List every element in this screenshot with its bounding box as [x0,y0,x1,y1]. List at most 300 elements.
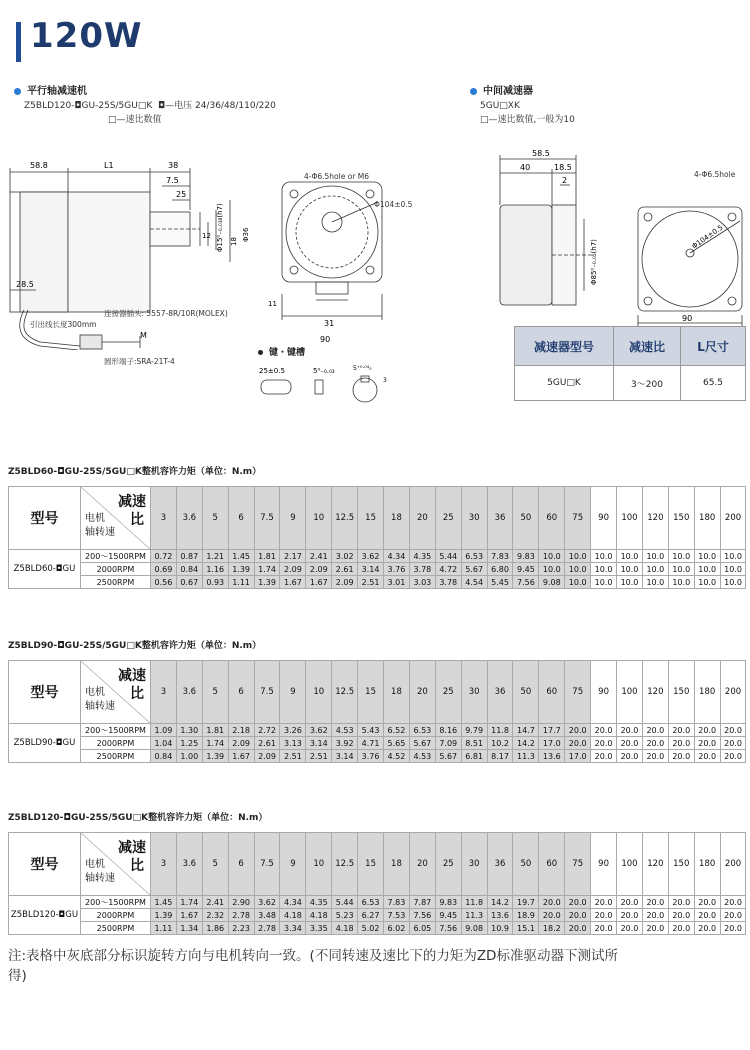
ratio-header-cell: 5 [202,833,228,896]
torque-cell: 3.78 [409,563,435,576]
dim-2: 2 [562,176,568,185]
torque-cell: 7.09 [435,737,461,750]
parallel-heading: 平行轴减速机 [27,86,87,97]
ratio-header-cell: 60 [539,833,565,896]
ratio-label: 比 [130,858,144,874]
torque-cell: 4.34 [384,550,410,563]
torque-cell: 13.6 [487,909,513,922]
torque-cell: 10.0 [642,563,668,576]
ratio-header-cell: 120 [642,833,668,896]
torque-cell: 20.0 [617,750,643,763]
torque-cell: 4.18 [306,909,332,922]
ratio-header-cell: 150 [668,487,694,550]
torque-cell: 8.51 [461,737,487,750]
torque-cell: 14.2 [513,737,539,750]
torque-cell: 1.67 [228,750,254,763]
torque-cell: 20.0 [565,737,591,750]
torque-cell: 20.0 [694,896,720,909]
title-accent-bar [16,22,21,62]
torque-cell: 9.45 [513,563,539,576]
ratio-header-cell: 150 [668,661,694,724]
torque-cell: 5.67 [461,563,487,576]
torque-cell: 6.80 [487,563,513,576]
torque-cell: 20.0 [591,909,617,922]
diagonal-header [81,661,151,724]
table-row [9,563,746,576]
torque-cell: 5.44 [332,896,358,909]
torque-cell: 3.03 [409,576,435,589]
speed-cell: 2500RPM [81,576,151,589]
dim-38: 38 [168,161,179,170]
torque-cell: 10.0 [642,576,668,589]
model-header: 型号 [9,833,81,896]
torque-cell: 2.41 [202,896,228,909]
torque-cell: 0.93 [202,576,228,589]
speed-cell: 2500RPM [81,750,151,763]
torque-cell: 20.0 [565,724,591,737]
motor-label: 电机 [85,513,105,524]
torque-cell: 20.0 [720,922,746,935]
model-cell: Z5BLD120-◘GU [9,896,81,935]
torque-cell: 1.09 [151,724,177,737]
torque-cell: 10.0 [565,550,591,563]
torque-cell: 6.53 [409,724,435,737]
torque-cell: 6.53 [358,896,384,909]
ratio-header-cell: 100 [617,833,643,896]
speed-cell: 2000RPM [81,737,151,750]
ratio-header-cell: 75 [565,487,591,550]
spec-header: 减速比 [614,327,681,366]
torque-cell: 20.0 [642,737,668,750]
model-cell: Z5BLD90-◘GU [9,724,81,763]
torque-cell: 9.83 [435,896,461,909]
torque-cell: 14.7 [513,724,539,737]
speed-cell: 2000RPM [81,563,151,576]
ratio-header-cell: 7.5 [254,487,280,550]
torque-cell: 2.51 [280,750,306,763]
torque-cell: 7.83 [487,550,513,563]
spec-header: L尺寸 [681,327,746,366]
torque-cell: 13.6 [539,750,565,763]
ratio-header-cell: 180 [694,661,720,724]
torque-cell: 1.16 [202,563,228,576]
dim-right-pcd: Φ104±0.5 [690,223,725,251]
ratio-header-cell: 100 [617,487,643,550]
dim-18: 18 [230,237,238,246]
table-row [9,724,746,737]
torque-cell: 5.44 [435,550,461,563]
torque-cell: 1.74 [254,563,280,576]
torque-cell: 10.9 [487,922,513,935]
ratio-header-cell: 90 [591,661,617,724]
torque-cell: 3.62 [254,896,280,909]
dim-right-90: 90 [682,314,693,323]
torque-table-grid [8,486,746,589]
ratio-header-cell: 25 [435,833,461,896]
spec-header: 减速器型号 [515,327,614,366]
key-drawing [255,362,395,412]
torque-cell: 10.0 [617,550,643,563]
torque-cell: 10.0 [539,550,565,563]
key-heading: 键・键槽 [269,348,306,358]
motor-label: 电机 [85,859,105,870]
ratio-header-cell: 3.6 [176,487,202,550]
diagonal-header [81,833,151,896]
speed-cell: 2000RPM [81,909,151,922]
torque-cell: 5.02 [358,922,384,935]
torque-cell: 5.45 [487,576,513,589]
parallel-ratio-note: □—速比数值 [108,115,162,125]
torque-cell: 1.67 [176,909,202,922]
torque-cell: 11.3 [461,909,487,922]
torque-cell: 2.51 [358,576,384,589]
torque-cell: 3.48 [254,909,280,922]
spec-cell: 3～200 [614,366,681,401]
torque-cell: 20.0 [694,750,720,763]
torque-cell: 20.0 [668,896,694,909]
ratio-header-cell: 3.6 [176,833,202,896]
dim-7-5: 7.5 [166,176,179,185]
torque-cell: 0.69 [151,563,177,576]
torque-cell: 2.09 [306,563,332,576]
torque-cell: 3.14 [358,563,384,576]
torque-cell: 2.09 [254,750,280,763]
torque-cell: 0.87 [176,550,202,563]
torque-cell: 4.71 [358,737,384,750]
ratio-header-cell: 50 [513,833,539,896]
torque-cell: 6.52 [384,724,410,737]
torque-cell: 11.8 [461,896,487,909]
torque-cell: 18.2 [539,922,565,935]
torque-cell: 20.0 [539,909,565,922]
torque-cell: 20.0 [539,896,565,909]
ratio-header-cell: 18 [384,833,410,896]
torque-cell: 1.45 [228,550,254,563]
footnote: 注:表格中灰底部分标识旋转方向与电机转向一致。(不同转速及速比下的力矩为ZD标准驱动器下测试所得) [8,948,618,984]
torque-cell: 2.78 [228,909,254,922]
torque-cell: 0.56 [151,576,177,589]
torque-cell: 20.0 [565,896,591,909]
lead-length-label: 引出线长度300mm [30,320,97,329]
dim-58-8: 58.8 [30,161,48,170]
torque-cell: 20.0 [565,909,591,922]
torque-cell: 9.08 [539,576,565,589]
torque-cell: 20.0 [617,922,643,935]
right-holes-label: 4-Φ6.5hole [694,170,736,179]
ratio-header-cell: 15 [358,833,384,896]
torque-cell: 0.67 [176,576,202,589]
torque-cell: 1.81 [202,724,228,737]
torque-cell: 3.14 [306,737,332,750]
torque-cell: 15.1 [513,922,539,935]
torque-cell: 1.11 [228,576,254,589]
ratio-header-cell: 12.5 [332,833,358,896]
torque-cell: 3.62 [358,550,384,563]
torque-table-2-title: Z5BLD90-◘GU-25S/5GU□K整机容许力矩（单位：N.m） [8,641,262,651]
torque-cell: 2.09 [280,563,306,576]
torque-cell: 10.0 [591,563,617,576]
torque-cell: 14.2 [487,896,513,909]
dim-front-31: 31 [324,319,335,328]
torque-cell: 10.0 [694,550,720,563]
intermediate-heading: 中间减速器 [483,86,533,97]
ratio-header-cell: 5 [202,661,228,724]
ratio-header-cell: 3 [151,661,177,724]
torque-cell: 8.16 [435,724,461,737]
torque-cell: 1.45 [151,896,177,909]
torque-cell: 9.79 [461,724,487,737]
ratio-header-cell: 12.5 [332,487,358,550]
torque-cell: 7.56 [409,909,435,922]
ratio-header-cell: 60 [539,487,565,550]
torque-cell: 4.53 [409,750,435,763]
torque-cell: 10.2 [487,737,513,750]
torque-cell: 20.0 [720,737,746,750]
torque-cell: 9.08 [461,922,487,935]
ratio-header-cell: 200 [720,661,746,724]
ratio-header-cell: 30 [461,661,487,724]
torque-cell: 20.0 [591,750,617,763]
torque-cell: 20.0 [591,896,617,909]
torque-cell: 5.43 [358,724,384,737]
torque-cell: 20.0 [617,896,643,909]
dim-58-5: 58.5 [532,149,550,158]
torque-cell: 5.65 [384,737,410,750]
ratio-header-cell: 90 [591,487,617,550]
ratio-header-cell: 60 [539,661,565,724]
torque-cell: 10.0 [668,563,694,576]
ratio-header-cell: 9 [280,661,306,724]
torque-cell: 1.81 [254,550,280,563]
speed-cell: 200～1500RPM [81,550,151,563]
torque-cell: 1.30 [176,724,202,737]
torque-cell: 7.56 [513,576,539,589]
ratio-header-cell: 10 [306,833,332,896]
key-width: 5⁰₋₀.₀₃ [313,367,335,375]
torque-cell: 20.0 [642,724,668,737]
table-row [9,550,746,563]
torque-cell: 17.7 [539,724,565,737]
torque-cell: 5.67 [409,737,435,750]
reduce-label: 减速 [118,840,146,856]
ratio-header-cell: 20 [409,661,435,724]
torque-cell: 20.0 [591,724,617,737]
torque-cell: 2.09 [332,576,358,589]
ratio-header-cell: 180 [694,487,720,550]
torque-table-1 [8,486,746,589]
speed-label: 轴转速 [85,873,115,884]
torque-cell: 10.0 [539,563,565,576]
torque-cell: 0.84 [151,750,177,763]
dim-phi36: Φ36 [242,227,250,242]
torque-cell: 20.0 [565,922,591,935]
ratio-header-cell: 30 [461,833,487,896]
torque-cell: 1.34 [176,922,202,935]
torque-cell: 4.35 [306,896,332,909]
dim-40: 40 [520,163,531,172]
dim-12: 12 [202,232,211,240]
torque-cell: 20.0 [668,724,694,737]
model-header: 型号 [9,661,81,724]
ratio-header-cell: 20 [409,487,435,550]
dim-25: 25 [176,190,187,199]
torque-cell: 2.61 [254,737,280,750]
keyway-width: 5⁺⁰·⁰⁴₀ [353,365,372,372]
ratio-label: 比 [130,512,144,528]
ratio-header-cell: 3.6 [176,661,202,724]
torque-cell: 2.90 [228,896,254,909]
table-row [9,737,746,750]
torque-cell: 5.23 [332,909,358,922]
torque-cell: 20.0 [720,750,746,763]
speed-label: 轴转速 [85,527,115,538]
ratio-header-cell: 10 [306,661,332,724]
torque-cell: 20.0 [694,737,720,750]
torque-cell: 19.7 [513,896,539,909]
torque-cell: 7.83 [384,896,410,909]
dim-phi15: Φ15⁰₋₀.₀₁₈(h7) [216,203,224,252]
torque-cell: 20.0 [668,909,694,922]
ratio-header-cell: 3 [151,833,177,896]
torque-cell: 10.0 [617,576,643,589]
torque-cell: 4.18 [332,922,358,935]
torque-cell: 6.81 [461,750,487,763]
ratio-header-cell: 50 [513,661,539,724]
torque-cell: 20.0 [591,737,617,750]
ratio-header-cell: 18 [384,661,410,724]
torque-cell: 20.0 [617,724,643,737]
torque-table-3 [8,832,746,935]
torque-cell: 3.26 [280,724,306,737]
ratio-header-cell: 6 [228,661,254,724]
torque-cell: 10.0 [720,550,746,563]
torque-cell: 20.0 [668,750,694,763]
torque-cell: 1.00 [176,750,202,763]
torque-cell: 1.39 [151,909,177,922]
torque-cell: 9.83 [513,550,539,563]
torque-cell: 0.72 [151,550,177,563]
torque-table-grid [8,660,746,763]
ratio-header-cell: 90 [591,833,617,896]
spec-cell: 5GU□K [515,366,614,401]
torque-cell: 1.74 [176,896,202,909]
torque-cell: 5.67 [435,750,461,763]
ratio-header-cell: 36 [487,833,513,896]
torque-cell: 3.34 [280,922,306,935]
torque-cell: 6.02 [384,922,410,935]
model-header: 型号 [9,487,81,550]
torque-cell: 3.14 [332,750,358,763]
torque-table-grid [8,832,746,935]
reduce-label: 减速 [118,494,146,510]
torque-cell: 20.0 [642,896,668,909]
ratio-header-cell: 5 [202,487,228,550]
ratio-header-cell: 75 [565,661,591,724]
dim-m: M [140,331,147,340]
torque-cell: 20.0 [694,909,720,922]
torque-cell: 11.8 [487,724,513,737]
torque-cell: 6.27 [358,909,384,922]
torque-cell: 10.0 [591,550,617,563]
ratio-header-cell: 7.5 [254,661,280,724]
ratio-header-cell: 120 [642,487,668,550]
reduce-label: 减速 [118,668,146,684]
torque-cell: 6.53 [461,550,487,563]
torque-cell: 4.72 [435,563,461,576]
ratio-header-cell: 6 [228,487,254,550]
torque-cell: 2.51 [306,750,332,763]
torque-cell: 20.0 [642,922,668,935]
ratio-header-cell: 20 [409,833,435,896]
torque-table-1-title: Z5BLD60-◘GU-25S/5GU□K整机容许力矩（单位：N.m） [8,467,262,477]
torque-cell: 3.62 [306,724,332,737]
dim-28-5: 28.5 [16,280,34,289]
torque-cell: 20.0 [668,922,694,935]
torque-cell: 20.0 [617,737,643,750]
torque-cell: 2.17 [280,550,306,563]
ratio-header-cell: 25 [435,487,461,550]
table-row [9,909,746,922]
spec-cell: 65.5 [681,366,746,401]
ratio-header-cell: 120 [642,661,668,724]
torque-cell: 4.34 [280,896,306,909]
keyway-depth: 3 [383,377,387,384]
ratio-header-cell: 10 [306,487,332,550]
torque-cell: 20.0 [642,750,668,763]
torque-cell: 10.0 [591,576,617,589]
motor-label: 电机 [85,687,105,698]
torque-cell: 3.92 [332,737,358,750]
torque-table-3-title: Z5BLD120-◘GU-25S/5GU□K整机容许力矩（单位：N.m） [8,813,268,823]
torque-cell: 9.45 [435,909,461,922]
torque-cell: 20.0 [720,724,746,737]
ratio-label: 比 [130,686,144,702]
ratio-header-cell: 3 [151,487,177,550]
torque-cell: 4.52 [384,750,410,763]
torque-table-2 [8,660,746,763]
torque-cell: 10.0 [565,576,591,589]
torque-cell: 2.61 [332,563,358,576]
table-row [9,922,746,935]
torque-cell: 3.02 [332,550,358,563]
torque-cell: 3.01 [384,576,410,589]
torque-cell: 4.35 [409,550,435,563]
page-title: 120W [30,16,143,56]
dim-l1: L1 [104,161,114,170]
torque-cell: 10.0 [668,576,694,589]
intermediate-section [470,82,575,127]
ratio-header-cell: 15 [358,661,384,724]
torque-cell: 17.0 [565,750,591,763]
ratio-header-cell: 7.5 [254,833,280,896]
torque-cell: 3.35 [306,922,332,935]
ratio-header-cell: 180 [694,833,720,896]
ratio-header-cell: 150 [668,833,694,896]
torque-cell: 1.67 [280,576,306,589]
torque-cell: 1.74 [202,737,228,750]
torque-cell: 6.05 [409,922,435,935]
torque-cell: 3.76 [384,563,410,576]
torque-cell: 10.0 [720,576,746,589]
torque-cell: 10.0 [694,563,720,576]
torque-cell: 0.84 [176,563,202,576]
torque-cell: 2.72 [254,724,280,737]
key-section [258,345,305,358]
torque-cell: 20.0 [720,896,746,909]
ratio-header-cell: 50 [513,487,539,550]
key-length: 25±0.5 [259,367,285,375]
torque-cell: 1.39 [228,563,254,576]
